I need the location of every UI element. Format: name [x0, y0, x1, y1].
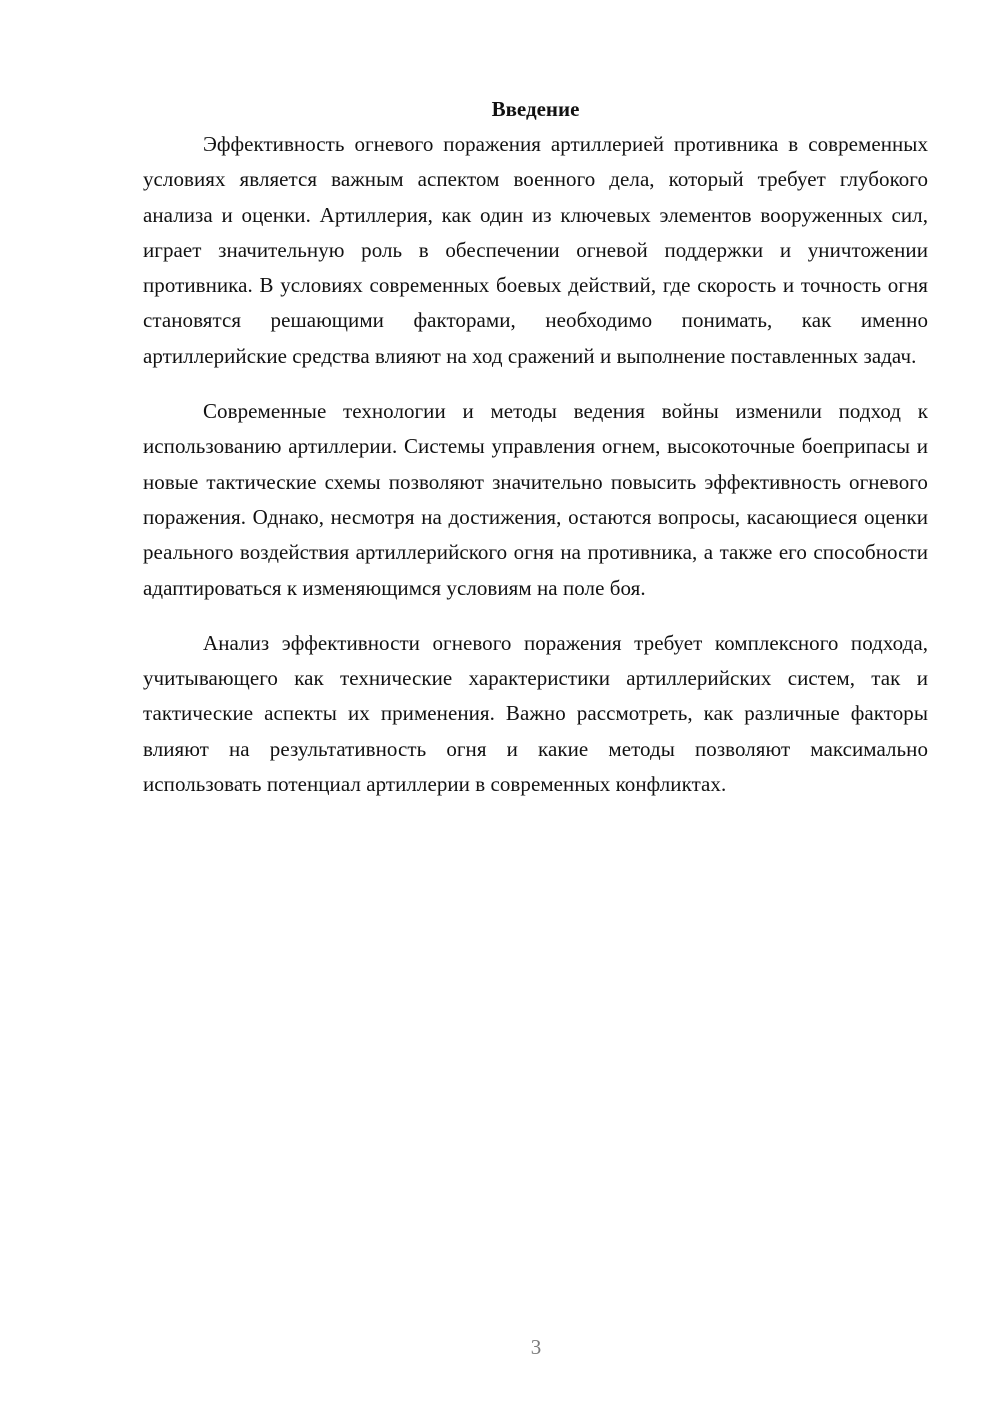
paragraph-2: Современные технологии и методы ведения войны изменили подход к использованию артиллерии. Системы управления огнем, высокоточные боеприпасы и новые тактические схемы позволяют значительно повысить эффективность огневого поражения. Однако, несмотря на достижения, остаются вопросы, касающиеся оценки реального воздействия артиллерийского огня на противника, а также его способности адаптироваться к изменяющимся условиям на поле боя. [143, 399, 928, 600]
page-content [143, 92, 928, 822]
paragraph-1: Эффективность огневого поражения артиллерией противника в современных условиях является важным аспектом военного дела, который требует глубокого анализа и оценки. Артиллерия, как один из ключевых элементов вооруженных сил, играет значительную роль в обеспечении огневой поддержки и уничтожении противника. В условиях современных боевых действий, где скорость и точность огня становятся решающими факторами, необходимо понимать, как именно артиллерийские средства влияют на ход сражений и выполнение поставленных задач. [143, 132, 928, 368]
page-number: 3 [530, 1335, 542, 1359]
paragraph-3: Анализ эффективности огневого поражения требует комплексного подхода, учитывающего как технические характеристики артиллерийских систем, так и тактические аспекты их применения. Важно рассмотреть, как различные факторы влияют на результативность огня и какие методы позволяют максимально использовать потенциал артиллерии в современных конфликтах. [143, 630, 928, 797]
section-heading: Введение [491, 97, 580, 121]
